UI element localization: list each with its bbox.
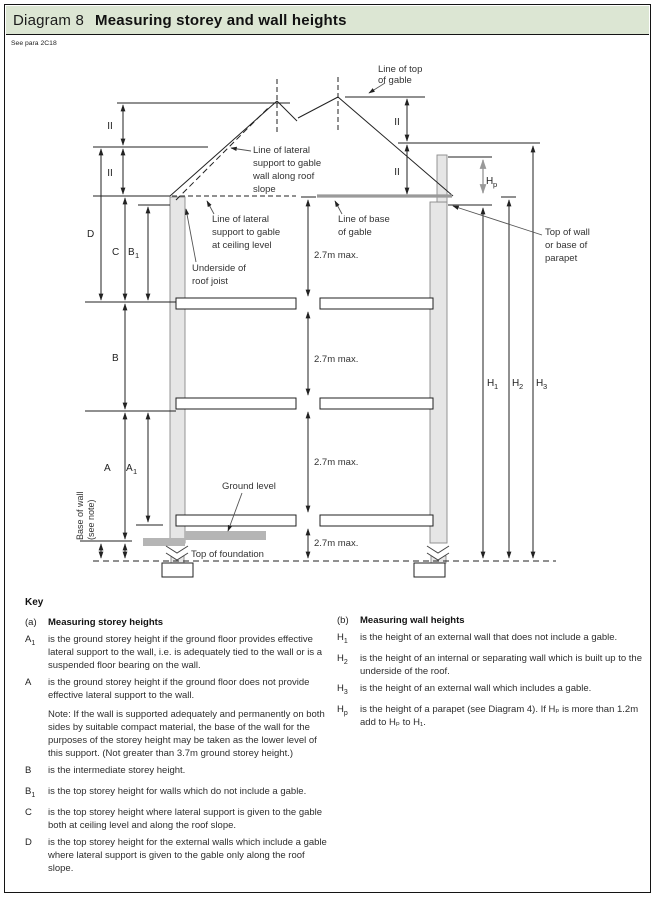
right-roof-slope xyxy=(338,97,453,196)
svg-text:II: II xyxy=(107,168,113,179)
key-term-label: C xyxy=(25,806,32,818)
svg-text:support to gable: support to gable xyxy=(212,227,281,238)
key-term-row xyxy=(25,764,327,781)
key-term-row xyxy=(337,682,642,699)
key-section-a xyxy=(25,596,327,879)
label-max-height-3: 2.7m max. xyxy=(314,457,359,468)
key-term-row xyxy=(337,631,642,648)
diagram-number: Diagram 8 xyxy=(13,11,84,29)
dimension-letters xyxy=(87,117,547,476)
key-term-row xyxy=(25,676,327,760)
key-term-label: $A_1$ xyxy=(25,634,36,647)
label-lateral-ceiling: Line of lateral xyxy=(212,214,270,225)
key-term-text: is the top storey height where lateral support is given to the gable both at ceiling level and along the roof slope. xyxy=(48,806,323,831)
dim-letter-A: A xyxy=(104,463,111,474)
key-term-label: A xyxy=(25,677,32,688)
key-term-label: $H_3$ xyxy=(337,682,348,696)
svg-text:support to gable: support to gable xyxy=(253,158,322,169)
svg-text:slope: slope xyxy=(253,184,276,195)
key-term-row xyxy=(337,652,642,678)
leader-base-of-gable xyxy=(335,201,342,214)
key-term-text: is the top storey height for walls which do not include a gable. xyxy=(48,785,307,797)
key-term-text: is the height of a parapet (see Diagram 4). If Hₚ is more than 1.2m add to Hₚ to H₁. xyxy=(360,703,639,728)
right-peak-left-slope xyxy=(298,97,338,118)
label-max-height-1: 2.7m max. xyxy=(314,250,359,261)
key-term-row xyxy=(25,806,327,832)
diagram-title: Measuring storey and wall heights xyxy=(95,11,347,29)
label-ground-level: Ground level xyxy=(222,481,276,492)
label-top-of-wall: Top of wall xyxy=(545,227,590,238)
svg-text:(see note): (see note) xyxy=(86,499,96,540)
svg-text:of gable: of gable xyxy=(378,75,412,86)
dim-letter-H3: H xyxy=(536,378,544,389)
ground-hatch xyxy=(143,531,266,546)
label-lateral-roof: Line of lateral xyxy=(253,145,311,156)
key-term-label: B xyxy=(25,765,32,776)
key-section-b xyxy=(337,614,642,733)
dim-letter-H1: H xyxy=(487,378,495,389)
svg-text:1: 1 xyxy=(494,382,499,391)
left-peak-right-slope xyxy=(277,101,297,121)
label-base-of-gable: Line of base xyxy=(338,214,390,225)
key-heading: Measuring storey heights xyxy=(48,617,164,628)
right-external-wall xyxy=(430,202,447,543)
key-term-label: $H_2$ xyxy=(337,652,348,666)
building-section xyxy=(143,155,449,577)
label-top-of-foundation: Top of foundation xyxy=(191,549,264,560)
svg-text:roof joist: roof joist xyxy=(192,276,228,287)
key-term-text: is the ground storey height if the ground floor does not provide effective lateral support to the wall. Note: If the wall is supported adequately and permanently on both sides by suitable compact material, the base of the wall for the purposes of the storey height may be taken as the lower level of this support. (Not greater than 3.7m ground storey height.) xyxy=(48,676,327,760)
svg-text:2: 2 xyxy=(519,382,524,391)
svg-text:3: 3 xyxy=(543,382,548,391)
key-term-label: $H_p$ xyxy=(337,703,348,717)
label-roof-joist: Underside of xyxy=(192,263,246,274)
svg-text:or base of: or base of xyxy=(545,240,588,251)
label-max-height-4: 2.7m max. xyxy=(314,538,359,549)
key-term-text: is the intermediate storey height. xyxy=(48,765,186,776)
key-term-label: $H_1$ xyxy=(337,632,348,645)
dim-letter-D: D xyxy=(87,229,95,240)
svg-text:at ceiling level: at ceiling level xyxy=(212,240,272,251)
key-index: (b) xyxy=(337,615,349,626)
key-term-text: is the height of an external wall which includes a gable. xyxy=(360,682,592,694)
svg-text:II: II xyxy=(394,117,400,128)
floor-slabs xyxy=(176,298,433,526)
leader-lateral-ceiling xyxy=(207,201,214,214)
key-term-text: is the height of an internal or separating wall which is built up to the underside of the roof. xyxy=(360,652,642,677)
leader-lateral-roof xyxy=(231,148,251,151)
key-term-row xyxy=(25,836,327,875)
key-term-row xyxy=(25,633,327,672)
key-term-row xyxy=(337,703,642,729)
svg-text:wall along roof: wall along roof xyxy=(253,171,315,182)
key-heading-row xyxy=(337,614,642,627)
key-note: Note: If the wall is supported adequately and permanently on both sides by suitable compact material, the base of the wall for the purposes of the storey height may be taken as the lower level of this support. (Not greater than 3.7m ground storey height.) xyxy=(48,709,325,759)
svg-text:parapet: parapet xyxy=(545,253,578,264)
dim-letter-B1: B xyxy=(128,247,135,258)
label-base-of-wall: Base of wall xyxy=(75,491,85,540)
leader-top-of-wall xyxy=(453,206,542,235)
key-heading: Measuring wall heights xyxy=(360,615,465,626)
key-term-text: is the top storey height for the external walls which include a gable where lateral support is given to the gable only along the roof slope. xyxy=(48,836,327,874)
key-term-text: is the height of an external wall that does not include a gable. xyxy=(360,632,618,643)
key-heading-row xyxy=(25,616,327,629)
see-para-reference: See para 2C18 xyxy=(11,40,57,47)
leader-roof-joist xyxy=(186,209,196,262)
diagram-labels xyxy=(75,64,590,560)
svg-text:II: II xyxy=(394,167,400,178)
svg-text:p: p xyxy=(493,180,498,189)
key-term-text: is the ground storey height if the ground floor provides effective lateral support to the wall, i.e. is adequately tied to the wall or is a suspended floor bearing on the wall. xyxy=(48,634,323,671)
key-title: Key xyxy=(25,597,44,608)
key-term-row xyxy=(25,785,327,802)
left-gable-wall xyxy=(170,197,185,543)
dim-letter-C: C xyxy=(112,247,120,258)
svg-text:of gable: of gable xyxy=(338,227,372,238)
svg-text:1: 1 xyxy=(133,467,138,476)
foundation-blocks xyxy=(162,563,445,577)
equal-mark: II xyxy=(107,121,113,132)
dim-letter-Hp: H xyxy=(486,176,494,187)
svg-text:1: 1 xyxy=(135,251,140,260)
dim-letter-B: B xyxy=(112,353,119,364)
label-max-height-2: 2.7m max. xyxy=(314,354,359,365)
key-term-label: $B_1$ xyxy=(25,785,36,799)
dim-letter-H2: H xyxy=(512,378,520,389)
key-term-label: D xyxy=(25,836,32,848)
dim-letter-A1: A xyxy=(126,463,133,474)
label-top-of-gable: Line of top xyxy=(378,64,423,75)
key-index: (a) xyxy=(25,617,37,628)
